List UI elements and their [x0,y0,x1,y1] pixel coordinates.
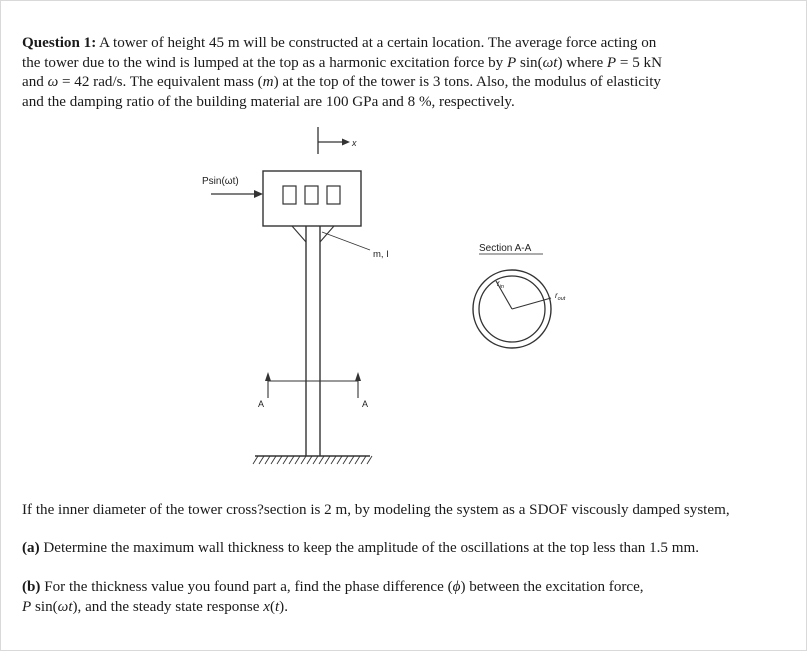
math-P-value: = 5 kN [616,54,662,71]
math-m: m [262,74,274,90]
question-label: Question 1: [22,35,97,51]
math-P3: P [22,598,32,615]
ground-hatching [253,456,372,464]
part-b-paren-close: ). [279,598,288,615]
part-a-text: Determine the maximum wall thickness to keep the amplitude of the oscillations at the top less than 1.5 mm. [43,540,699,556]
x-arrow-head [342,139,350,146]
part-b [22,578,784,617]
part-b-text-4: ), and the steady state response [72,598,264,615]
math-omega: ω [47,74,59,90]
intro-line-2: the tower due to the wind is lumped at the top as a harmonic excitation force by [22,54,507,71]
intro-line-3c: ) at the top of the tower is 3 tons. Also, the modulus of elasticity [273,74,661,90]
math-sin: sin( [516,54,543,71]
mass-leader-line [322,232,370,250]
force-label: Psin(ωt) [202,176,239,187]
math-t: t [274,598,280,615]
r-out-label: $r_{out}$ [555,291,566,302]
part-b-text-1: For the thickness value you found part a, find the phase difference ( [44,579,453,595]
intro-line-3a: and [22,74,48,90]
section-label-left: A [258,399,265,409]
intro-line-1: A tower of height 45 m will be constructed at a certain location. The average force acting on [99,35,657,51]
section-arrow-left [265,372,271,381]
part-b-sin: sin( [31,598,58,615]
section-arrow-right [355,372,361,381]
question-setup: If the inner diameter of the tower cross?section is 2 m, by modeling the system as a SDOF viscously damped system, [22,502,730,518]
math-close: ) where [557,54,607,71]
part-a [22,539,784,559]
section-title: Section A-A [479,243,532,254]
math-wt2: ωt [57,598,73,615]
math-P2: P [606,54,617,71]
r-in-label: $r_{in}$ [497,279,504,290]
math-P: P [506,54,517,71]
part-b-text-2: ) between the excitation force, [460,579,644,595]
math-phi: ϕ [452,579,461,595]
part-b-paren-open: ( [269,598,275,615]
section-label-right: A [362,399,369,409]
math-x: x [263,598,270,615]
part-b-label: (b) [22,579,41,595]
math-wt: ωt [542,54,558,71]
x-label: x [352,138,357,148]
force-arrow-head [254,190,263,198]
mass-label: m, I [373,249,389,260]
intro-line-4: and the damping ratio of the building material are 100 GPa and 8 %, respectively. [22,93,515,110]
brace-left [292,226,306,242]
mass-block [263,171,361,226]
part-a-label: (a) [22,540,40,556]
intro-line-3b: = 42 rad/s. The equivalent mass ( [58,74,263,90]
